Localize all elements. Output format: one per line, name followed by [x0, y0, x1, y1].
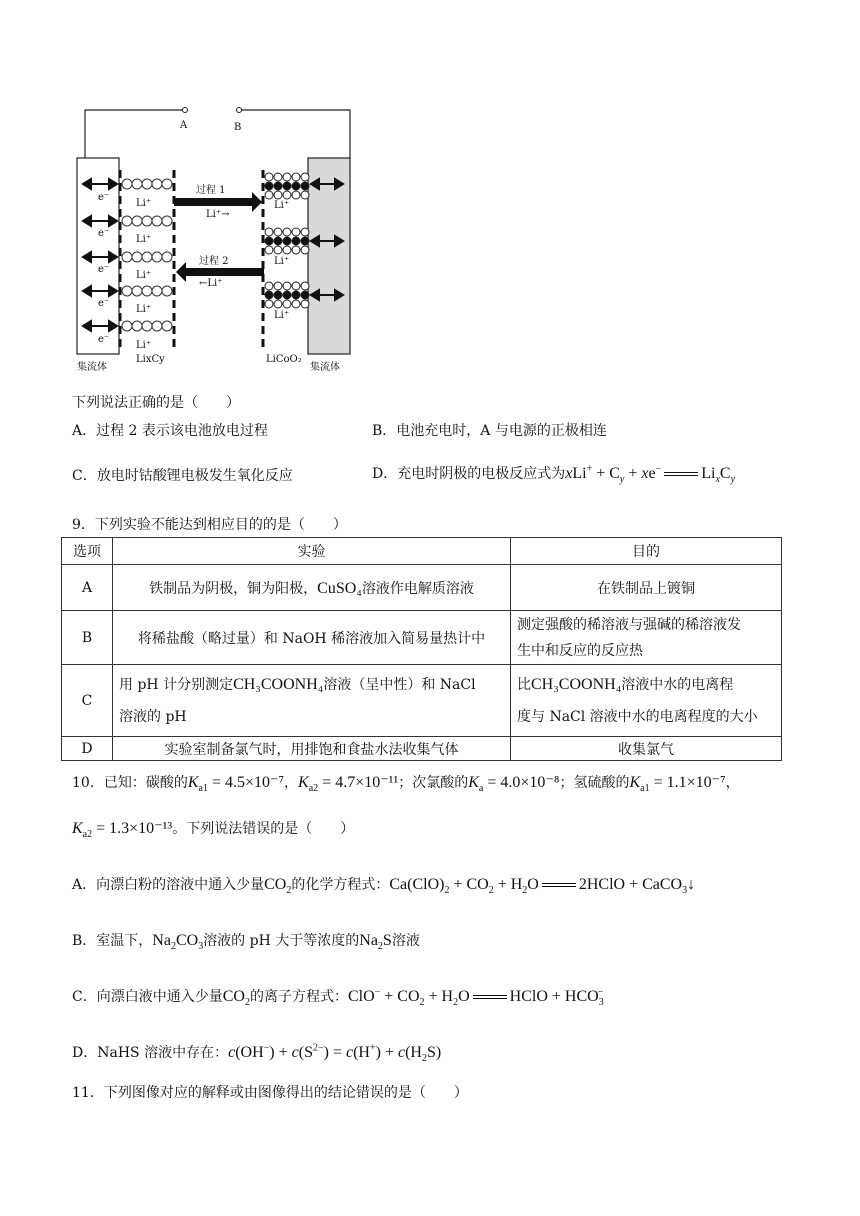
table-row	[62, 665, 782, 737]
terminal-a: A	[180, 120, 188, 131]
cell-text: 溶液中水的电离程	[621, 676, 734, 693]
table-cell: 将稀盐酸（略过量）和 NaOH 稀溶液加入简易量热计中	[113, 611, 511, 665]
process1-li-arrow: Li⁺→	[206, 209, 230, 220]
table-cell: C	[62, 665, 113, 737]
cell-text: 铁制品为阴极，铜为阳极，	[149, 580, 318, 597]
ka1-h2s: 1.1×10⁻⁷	[666, 774, 726, 791]
li-ion-label: Li⁺	[136, 234, 152, 245]
cell-line: 度与 NaCl 溶液中水的电离程度的大小	[517, 708, 758, 725]
collector-left-label: 集流体	[77, 362, 107, 373]
table-cell: 在铁制品上镀铜	[511, 565, 782, 611]
li-ion-label: Li⁺	[274, 256, 290, 267]
option-text: 溶液	[391, 933, 420, 949]
cell-line: 生中和反应的反应热	[517, 642, 643, 659]
li-ion-label: Li⁺	[136, 270, 152, 281]
q8-option-c: C．放电时钴酸锂电极发生氧化反应	[72, 468, 293, 484]
electron-label: e⁻	[98, 264, 110, 275]
electron-label: e⁻	[98, 298, 110, 309]
q11-title: 11．下列图像对应的解释或由图像得出的结论错误的是（ ）	[72, 1085, 468, 1101]
option-text: C．向漂白液中通入少量	[72, 989, 223, 1005]
table-cell	[511, 665, 782, 737]
q9-title: 9．下列实验不能达到相应目的的是（ ）	[72, 517, 347, 533]
option-text: 溶液的 pH 大于等浓度的	[203, 933, 360, 949]
process1-label: 过程 1	[196, 185, 226, 196]
electron-label: e⁻	[98, 192, 110, 203]
q10-option-c: C．向漂白液中通入少量$CO_2$的离子方程式：$ClO^- + CO_2 + H_2O$ HClO + $HCO_3^-$	[72, 986, 604, 1009]
q8-option-b: B．电池充电时，A 与电源的正极相连	[372, 423, 607, 439]
table-header: 目的	[511, 538, 782, 565]
q10-question: $K_{a2} = 1.3\times 10^{-13}$。下列说法错误的是（ ）	[72, 820, 355, 841]
ka2-carbonic: 4.7×10⁻¹¹	[335, 774, 399, 791]
ka2-h2s: 1.3×10⁻¹³	[109, 820, 173, 837]
table-cell: 实验室制备氯气时，用排饱和食盐水法收集气体	[113, 737, 511, 761]
battery-diagram	[70, 100, 370, 385]
q8-prompt: 下列说法正确的是（ ）	[72, 395, 240, 411]
table-cell: D	[62, 737, 113, 761]
option-text: D．NaHS 溶液中存在：	[72, 1045, 229, 1061]
cell-formula: CH₃COONH₄	[233, 675, 324, 693]
li-ion-label: Li⁺	[274, 200, 290, 211]
equation-c: $ClO^- + CO_2 + H_2O$ HClO + $HCO_3^-$	[347, 986, 604, 1009]
li-ion-label: Li⁺	[136, 198, 152, 209]
equation-a: $Ca(ClO)_2 + CO_2 + H_2O$ 2HClO + CaCO$_3$↓	[389, 876, 696, 897]
li-ion-label: Li⁺	[136, 340, 152, 351]
li-ion-label: Li⁺	[136, 304, 152, 315]
q8-option-d-prefix: D．充电时阴极的电极反应式为	[372, 466, 566, 482]
table-header: 实验	[113, 538, 511, 565]
option-text: 的化学方程式：	[291, 877, 390, 893]
cell-line: 测定强酸的稀溶液与强碱的稀溶液发	[517, 616, 741, 633]
cell-text: 溶液作电解质溶液	[361, 580, 474, 597]
li-ion-label: Li⁺	[274, 310, 290, 321]
cell-line: 溶液的 pH	[119, 708, 187, 725]
q10-question-text: 。下列说法错误的是（ ）	[172, 821, 355, 837]
table-cell: A	[62, 565, 113, 611]
q8-option-a: A．过程 2 表示该电池放电过程	[72, 423, 268, 439]
q10-option-d	[72, 1042, 441, 1064]
q10-option-a: A．向漂白粉的溶液中通入少量$CO_2$的化学方程式：$Ca(ClO)_2 + CO_2 + H_2O$ 2HClO + CaCO$_3$↓	[72, 876, 696, 897]
cell-text: 比	[517, 676, 531, 693]
q10-option-b: B．室温下，$Na_2CO_3$溶液的 pH 大于等浓度的$Na_2S$溶液	[72, 932, 420, 953]
terminal-b: B	[234, 122, 242, 133]
table-row	[62, 737, 782, 761]
q10-intro-text: 10．已知：碳酸的	[72, 775, 188, 791]
process2-label: 过程 2	[199, 256, 229, 267]
equation-d: $c(OH^-) + c(S^{2-}) = c(H^+) + c(H_2S)$	[228, 1042, 442, 1065]
q10-intro: 10．已知：碳酸的$K_{a1} = 4.5\times 10^{-7}$，$K_{a2} = 4.7\times 10^{-11}$；次氯酸的$K_a = 4.0\times 10^{-8}$；氢硫酸的$K_{a1} = 1.1\times 10^{-7}$，	[72, 774, 740, 795]
table-row	[62, 611, 782, 665]
anode-label: LixCy	[136, 354, 165, 365]
cathode-label: LiCoO₂	[266, 354, 302, 365]
q8-option-d	[372, 463, 735, 485]
electron-label: e⁻	[98, 334, 110, 345]
table-cell	[113, 565, 511, 611]
process2-li-arrow: ←Li⁺	[199, 278, 223, 289]
ka1-carbonic: 4.5×10⁻⁷	[224, 774, 285, 791]
collector-right-label: 集流体	[310, 362, 340, 373]
q9-table	[61, 537, 782, 761]
table-header: 选项	[62, 538, 113, 565]
ka-hypochlorous: 4.0×10⁻⁸	[500, 774, 560, 791]
cell-text: 溶液（呈中性）和 NaCl	[323, 676, 476, 693]
table-cell: 收集氯气	[511, 737, 782, 761]
hypochlorous-label: ；次氯酸的	[398, 775, 469, 791]
cell-formula: CH₃COONH₄	[531, 675, 622, 693]
option-text: B．室温下，	[72, 933, 153, 949]
table-cell: B	[62, 611, 113, 665]
cell-formula: CuSO₄	[317, 579, 362, 597]
h2s-label: ；氢硫酸的	[559, 775, 630, 791]
cell-text: 用 pH 计分别测定	[119, 676, 234, 693]
option-text: 的离子方程式：	[249, 989, 348, 1005]
table-cell	[113, 665, 511, 737]
cathode-equation: $xLi^+ + C_y + xe^-$ $Li_xC_y$	[565, 463, 736, 486]
option-text: A．向漂白粉的溶液中通入少量	[72, 877, 265, 893]
table-cell	[511, 611, 782, 665]
table-row	[62, 565, 782, 611]
electron-label: e⁻	[98, 228, 110, 239]
